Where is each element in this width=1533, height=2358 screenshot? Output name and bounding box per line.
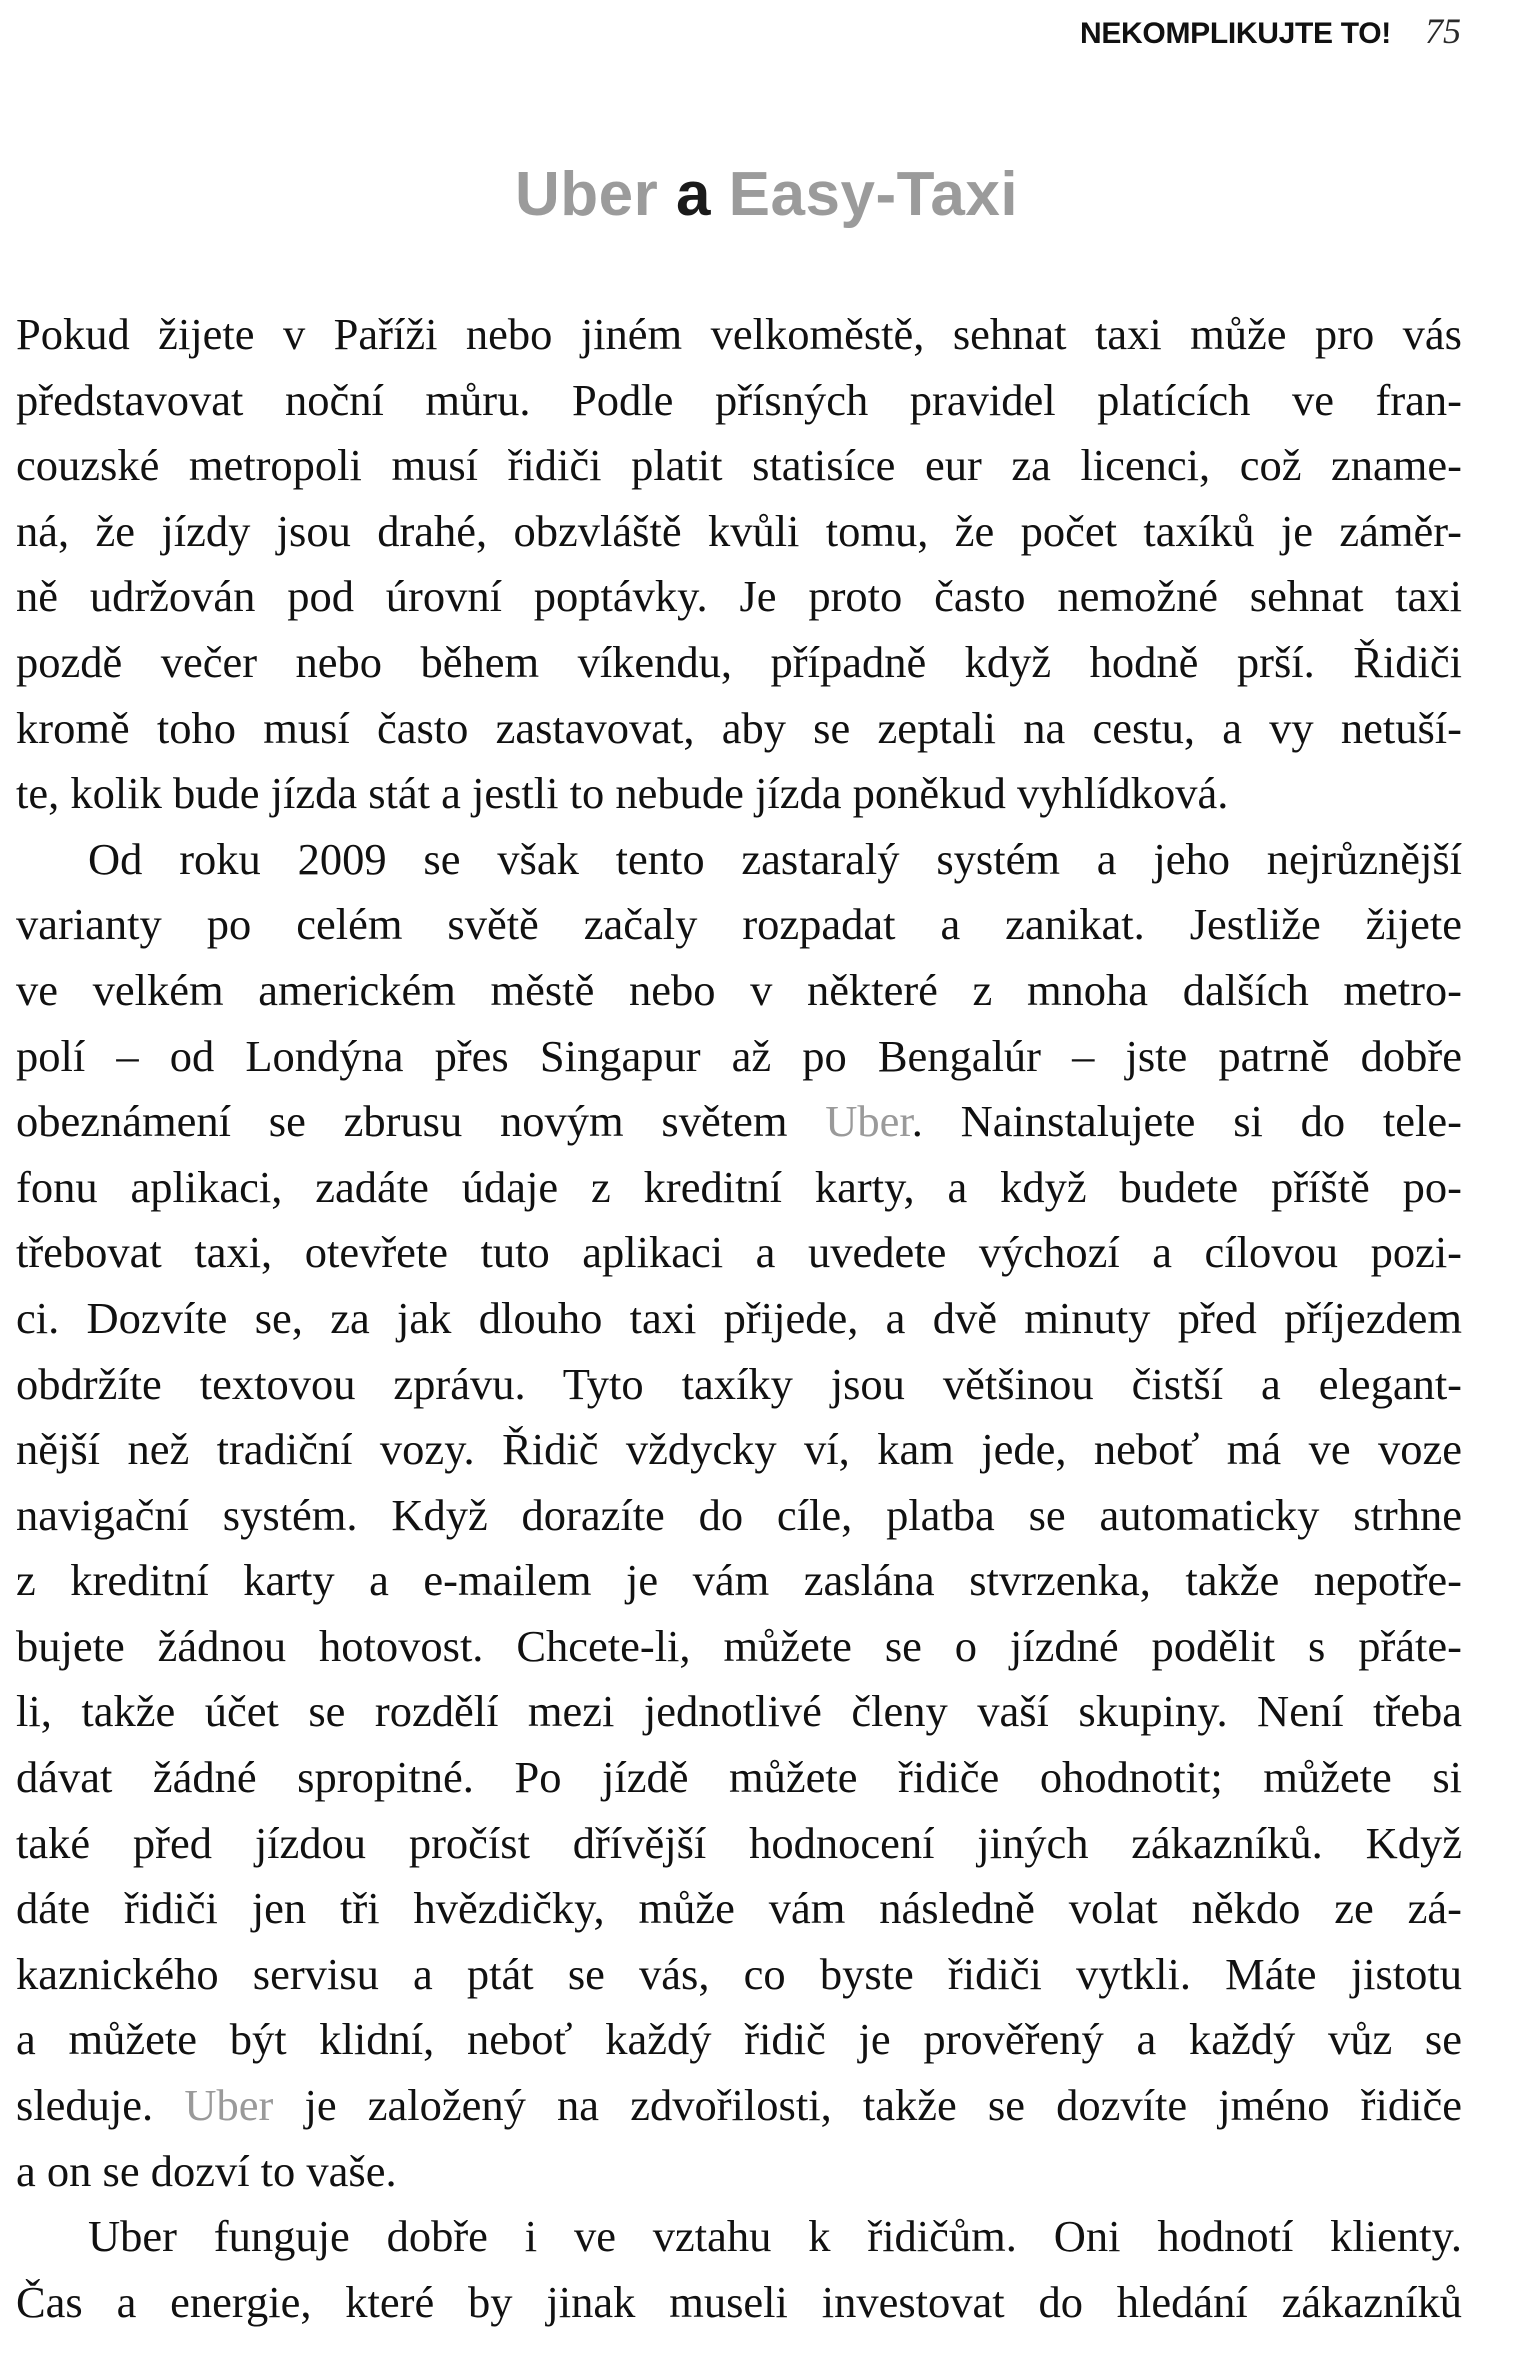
paragraph-2-line: a on se dozví to vaše. [16, 2145, 397, 2196]
paragraph-2-line [16, 2073, 1462, 2139]
paragraph-1-line: couzské metropoli musí řidiči platit statisíce eur za licenci, což zname- [16, 440, 1462, 491]
paragraph-1-line: pozdě večer nebo během víkendu, případně když hodně prší. Řidiči [16, 636, 1462, 687]
paragraph-2-line: polí – od Londýna přes Singapur až po Bengalúr – jste patrně dobře [16, 1030, 1462, 1081]
paragraph-2-line: obdržíte textovou zprávu. Tyto taxíky jsou většinou čistší a elegant- [16, 1358, 1462, 1409]
paragraph-1-line: te, kolik bude jízda stát a jestli to nebude jízda poněkud vyhlídková. [16, 768, 1229, 819]
paragraph-2-line [16, 1089, 1462, 1155]
paragraph-2-line: z kreditní karty a e-mailem je vám zaslána stvrzenka, takže nepotře- [16, 1555, 1462, 1606]
paragraph-3-line: Uber funguje dobře i ve vztahu k řidičům. Oni hodnotí klienty. [88, 2211, 1462, 2262]
page-number: 75 [1425, 11, 1461, 51]
paragraph-2-line: li, takže účet se rozdělí mezi jednotlivé členy vaší skupiny. Není třeba [16, 1686, 1462, 1737]
paragraph-1-line: kromě toho musí často zastavovat, aby se zeptali na cestu, a vy netuší- [16, 702, 1462, 753]
paragraph-2-line: varianty po celém světě začaly rozpadat a zanikat. Jestliže žijete [16, 899, 1462, 950]
paragraph-2-line: a můžete být klidní, neboť každý řidič je prověřený a každý vůz se [16, 2014, 1462, 2065]
chapter-title-easy-taxi: Easy-Taxi [728, 160, 1019, 229]
body-text [16, 302, 1462, 2335]
paragraph-2-line: nější než tradiční vozy. Řidič vždycky ví, kam jede, neboť má ve voze [16, 1424, 1462, 1475]
paragraph-2-line: třebovat taxi, otevřete tuto aplikaci a uvedete výchozí a cílovou pozi- [16, 1227, 1462, 1278]
paragraph-3-line: Čas a energie, které by jinak museli investovat do hledání zákazníků [16, 2276, 1462, 2327]
text-segment: je založený na zdvořilosti, takže se dozvíte jméno řidiče [273, 2080, 1462, 2131]
paragraph-2-line: dáte řidiči jen tři hvězdičky, může vám následně volat někdo ze zá- [16, 1883, 1462, 1934]
text-segment: . Nainstalujete si do tele- [911, 1096, 1462, 1147]
paragraph-1-line: Pokud žijete v Paříži nebo jiném velkoměstě, sehnat taxi může pro vás [16, 309, 1462, 359]
paragraph-2-line: dávat žádné spropitné. Po jízdě můžete řidiče ohodnotit; můžete si [16, 1752, 1462, 1803]
chapter-title-uber: Uber [514, 160, 659, 229]
paragraph-1-line: představovat noční můru. Podle přísných pravidel platících ve fran- [16, 374, 1462, 425]
text-segment: sleduje. [16, 2080, 185, 2131]
paragraph-2-line: fonu aplikaci, zadáte údaje z kreditní karty, a když budete příště po- [16, 1161, 1462, 1212]
text-segment: obeznámení se zbrusu novým světem [16, 1096, 826, 1147]
paragraph-2-line: navigační systém. Když dorazíte do cíle, platba se automaticky strhne [16, 1489, 1462, 1540]
uber-brand-highlight: Uber [825, 1096, 912, 1147]
paragraph-2-line: ve velkém americkém městě nebo v některé z mnoha dalších metro- [16, 964, 1462, 1015]
chapter-title [0, 155, 1533, 235]
running-title: NEKOMPLIKUJTE TO! [1079, 17, 1391, 50]
paragraph-1-line: ná, že jízdy jsou drahé, obzvláště kvůli tomu, že počet taxíků je záměr- [16, 505, 1462, 556]
paragraph-1-line: ně udržován pod úrovní poptávky. Je proto často nemožné sehnat taxi [16, 571, 1462, 622]
uber-brand-highlight: Uber [184, 2080, 274, 2131]
paragraph-2-line: Od roku 2009 se však tento zastaralý systém a jeho nejrůznější [88, 833, 1462, 884]
chapter-title-conjunction: a [675, 160, 711, 229]
paragraph-2-line: ci. Dozvíte se, za jak dlouho taxi přijede, a dvě minuty před příjezdem [16, 1292, 1462, 1343]
running-header [1080, 10, 1461, 58]
paragraph-2-line: bujete žádnou hotovost. Chcete-li, můžete se o jízdné podělit s přáte- [16, 1620, 1462, 1671]
paragraph-2-line: také před jízdou pročíst dřívější hodnocení jiných zákazníků. Když [16, 1817, 1462, 1868]
paragraph-2-line: kaznického servisu a ptát se vás, co byste řidiči vytkli. Máte jistotu [16, 1948, 1462, 1999]
